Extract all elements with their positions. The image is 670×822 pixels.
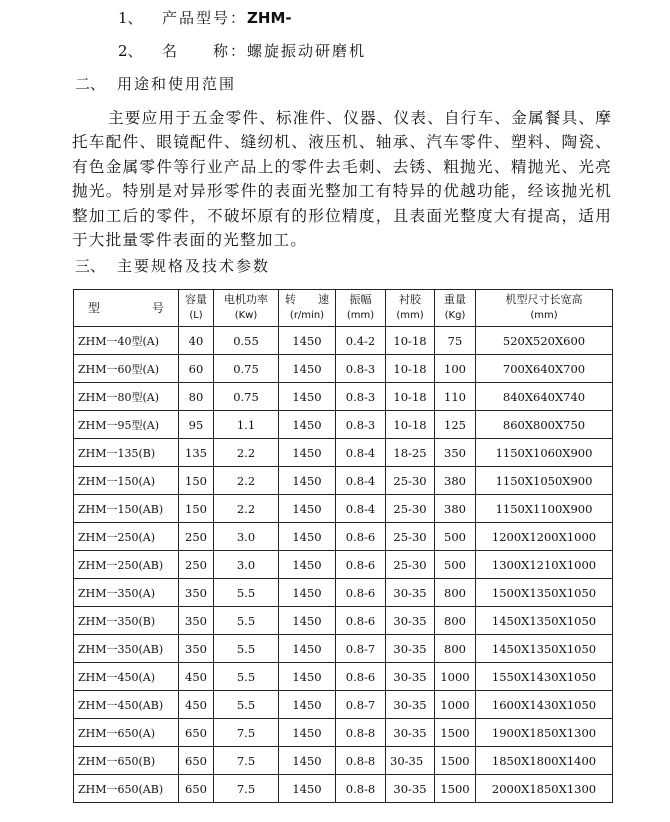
cell-dimensions: 1600X1430X1050 <box>476 691 613 719</box>
cell-capacity: 150 <box>179 495 214 523</box>
cell-weight: 1500 <box>435 747 476 775</box>
section-number: 三、 <box>75 257 106 275</box>
cell-lining: 30-35 <box>386 691 435 719</box>
cell-weight: 380 <box>435 467 476 495</box>
cell-weight: 380 <box>435 495 476 523</box>
cell-lining: 30-35 <box>386 579 435 607</box>
header-unit: (L) <box>189 310 203 321</box>
cell-weight: 500 <box>435 551 476 579</box>
cell-model: ZHM一450(AB) <box>74 691 179 719</box>
cell-amplitude: 0.8-8 <box>336 719 386 747</box>
item-label: 名 称： <box>162 42 248 60</box>
table-row <box>74 691 613 719</box>
cell-speed: 1450 <box>279 383 336 411</box>
item-label: 产品型号： <box>162 9 248 27</box>
cell-dimensions: 860X800X750 <box>476 411 613 439</box>
cell-amplitude: 0.8-7 <box>336 635 386 663</box>
header-line1: 电机功率 <box>224 293 268 306</box>
cell-motor-power: 2.2 <box>214 439 279 467</box>
cell-motor-power: 0.75 <box>214 355 279 383</box>
cell-lining: 10-18 <box>386 383 435 411</box>
cell-amplitude: 0.8-3 <box>336 411 386 439</box>
section-heading-specs <box>75 256 270 276</box>
cell-amplitude: 0.8-6 <box>336 551 386 579</box>
table-row <box>74 775 613 803</box>
header-line1: 机型尺寸长宽高 <box>505 293 583 306</box>
table-row <box>74 719 613 747</box>
cell-amplitude: 0.8-4 <box>336 439 386 467</box>
cell-capacity: 350 <box>179 579 214 607</box>
cell-capacity: 450 <box>179 663 214 691</box>
cell-lining: 30-35 <box>386 747 435 775</box>
cell-amplitude: 0.8-7 <box>336 691 386 719</box>
section-title: 用途和使用范围 <box>117 75 237 93</box>
cell-dimensions: 1550X1430X1050 <box>476 663 613 691</box>
item-product-name <box>118 41 366 61</box>
cell-model: ZHM一40型(A) <box>74 327 179 355</box>
cell-capacity: 350 <box>179 635 214 663</box>
cell-lining: 10-18 <box>386 411 435 439</box>
cell-lining: 25-30 <box>386 523 435 551</box>
cell-capacity: 650 <box>179 747 214 775</box>
table-row <box>74 663 613 691</box>
usage-text: 主要应用于五金零件、标准件、仪器、仪表、自行车、金属餐具、摩托车配件、眼镜配件、缝纫机、液压机、轴承、汽车零件、塑料、陶瓷、有色金属零件等行业产品上的零件去毛刺、去锈、粗抛光、精抛光、光亮抛光。特别是对异形零件的表面光整加工有特异的优越功能，经该抛光机整加工后的零件，不破坏原有的形位精度，且表面光整度大有提高，适用于大批量零件表面的光整加工。 <box>72 109 612 250</box>
cell-motor-power: 7.5 <box>214 747 279 775</box>
header-amplitude <box>336 290 386 327</box>
cell-dimensions: 1450X1350X1050 <box>476 607 613 635</box>
cell-weight: 1500 <box>435 719 476 747</box>
cell-motor-power: 5.5 <box>214 691 279 719</box>
cell-model: ZHM一95型(A) <box>74 411 179 439</box>
cell-model: ZHM一350(AB) <box>74 635 179 663</box>
table-row <box>74 607 613 635</box>
cell-dimensions: 1850X1800X1400 <box>476 747 613 775</box>
cell-capacity: 95 <box>179 411 214 439</box>
table-row <box>74 327 613 355</box>
cell-weight: 800 <box>435 579 476 607</box>
table-row <box>74 439 613 467</box>
header-unit: (Kg) <box>444 310 466 321</box>
table-body <box>74 327 613 803</box>
table-row <box>74 579 613 607</box>
cell-model: ZHM一650(AB) <box>74 775 179 803</box>
cell-speed: 1450 <box>279 411 336 439</box>
header-capacity <box>179 290 214 327</box>
cell-model: ZHM一350(A) <box>74 579 179 607</box>
cell-motor-power: 1.1 <box>214 411 279 439</box>
table-row <box>74 635 613 663</box>
cell-capacity: 150 <box>179 467 214 495</box>
cell-speed: 1450 <box>279 467 336 495</box>
cell-speed: 1450 <box>279 691 336 719</box>
cell-model: ZHM一650(A) <box>74 719 179 747</box>
cell-motor-power: 5.5 <box>214 663 279 691</box>
cell-dimensions: 1300X1210X1000 <box>476 551 613 579</box>
cell-motor-power: 3.0 <box>214 523 279 551</box>
cell-weight: 800 <box>435 635 476 663</box>
table-row <box>74 383 613 411</box>
header-unit: (Kw) <box>234 310 258 321</box>
cell-lining: 30-35 <box>386 607 435 635</box>
cell-weight: 350 <box>435 439 476 467</box>
cell-motor-power: 3.0 <box>214 551 279 579</box>
item-product-model <box>118 8 292 28</box>
header-line1: 衬胶 <box>399 293 421 306</box>
cell-amplitude: 0.8-8 <box>336 775 386 803</box>
cell-speed: 1450 <box>279 747 336 775</box>
cell-model: ZHM一350(B) <box>74 607 179 635</box>
cell-model: ZHM一150(A) <box>74 467 179 495</box>
cell-speed: 1450 <box>279 551 336 579</box>
cell-amplitude: 0.8-6 <box>336 579 386 607</box>
table-row <box>74 551 613 579</box>
cell-motor-power: 7.5 <box>214 775 279 803</box>
cell-lining: 25-30 <box>386 495 435 523</box>
header-line1: 重量 <box>444 293 466 306</box>
cell-speed: 1450 <box>279 663 336 691</box>
cell-lining: 10-18 <box>386 355 435 383</box>
cell-motor-power: 5.5 <box>214 607 279 635</box>
cell-speed: 1450 <box>279 495 336 523</box>
table-row <box>74 747 613 775</box>
cell-capacity: 650 <box>179 719 214 747</box>
cell-speed: 1450 <box>279 327 336 355</box>
header-line1: 转 速 <box>285 293 329 306</box>
cell-dimensions: 1200X1200X1000 <box>476 523 613 551</box>
header-model <box>74 290 179 327</box>
spec-table <box>73 289 613 803</box>
cell-amplitude: 0.8-6 <box>336 523 386 551</box>
cell-weight: 1000 <box>435 663 476 691</box>
header-unit: (r/min) <box>289 310 325 321</box>
header-motor-power <box>214 290 279 327</box>
cell-motor-power: 0.55 <box>214 327 279 355</box>
table-row <box>74 523 613 551</box>
cell-motor-power: 2.2 <box>214 467 279 495</box>
cell-model: ZHM一650(B) <box>74 747 179 775</box>
cell-speed: 1450 <box>279 607 336 635</box>
cell-capacity: 450 <box>179 691 214 719</box>
cell-capacity: 60 <box>179 355 214 383</box>
cell-dimensions: 1900X1850X1300 <box>476 719 613 747</box>
item-value: 螺旋振动研磨机 <box>247 42 367 60</box>
cell-speed: 1450 <box>279 635 336 663</box>
cell-amplitude: 0.8-6 <box>336 607 386 635</box>
header-model-right: 号 <box>151 301 164 315</box>
cell-model: ZHM一60型(A) <box>74 355 179 383</box>
header-model-left: 型 <box>88 301 101 315</box>
cell-dimensions: 840X640X740 <box>476 383 613 411</box>
cell-lining: 25-30 <box>386 551 435 579</box>
header-line1: 容量 <box>185 293 207 306</box>
cell-dimensions: 1150X1060X900 <box>476 439 613 467</box>
cell-capacity: 250 <box>179 523 214 551</box>
cell-weight: 1500 <box>435 775 476 803</box>
cell-lining: 30-35 <box>386 635 435 663</box>
header-line1: 振幅 <box>349 293 372 306</box>
header-lining <box>386 290 435 327</box>
cell-model: ZHM一80型(A) <box>74 383 179 411</box>
header-weight <box>435 290 476 327</box>
header-speed <box>279 290 336 327</box>
cell-amplitude: 0.8-4 <box>336 495 386 523</box>
cell-capacity: 40 <box>179 327 214 355</box>
cell-capacity: 135 <box>179 439 214 467</box>
cell-dimensions: 700X640X700 <box>476 355 613 383</box>
cell-weight: 500 <box>435 523 476 551</box>
cell-motor-power: 0.75 <box>214 383 279 411</box>
cell-capacity: 650 <box>179 775 214 803</box>
cell-dimensions: 520X520X600 <box>476 327 613 355</box>
header-unit: (mm) <box>530 310 558 321</box>
header-unit: (mm) <box>396 310 424 321</box>
cell-speed: 1450 <box>279 439 336 467</box>
table-row <box>74 411 613 439</box>
cell-motor-power: 5.5 <box>214 579 279 607</box>
item-number: 1、 <box>118 9 143 27</box>
cell-weight: 800 <box>435 607 476 635</box>
cell-amplitude: 0.4-2 <box>336 327 386 355</box>
cell-lining: 25-30 <box>386 467 435 495</box>
cell-model: ZHM一250(A) <box>74 523 179 551</box>
header-unit: (mm) <box>346 310 375 321</box>
table-header-row <box>74 290 613 327</box>
cell-weight: 110 <box>435 383 476 411</box>
cell-amplitude: 0.8-3 <box>336 383 386 411</box>
cell-motor-power: 2.2 <box>214 495 279 523</box>
usage-paragraph <box>72 106 612 252</box>
cell-dimensions: 1500X1350X1050 <box>476 579 613 607</box>
cell-motor-power: 5.5 <box>214 635 279 663</box>
cell-speed: 1450 <box>279 579 336 607</box>
cell-amplitude: 0.8-6 <box>336 663 386 691</box>
cell-capacity: 80 <box>179 383 214 411</box>
cell-model: ZHM一135(B) <box>74 439 179 467</box>
item-number: 2、 <box>118 42 143 60</box>
cell-speed: 1450 <box>279 355 336 383</box>
cell-amplitude: 0.8-4 <box>336 467 386 495</box>
cell-lining: 18-25 <box>386 439 435 467</box>
table-row <box>74 355 613 383</box>
cell-lining: 30-35 <box>386 719 435 747</box>
cell-capacity: 350 <box>179 607 214 635</box>
cell-weight: 75 <box>435 327 476 355</box>
cell-speed: 1450 <box>279 719 336 747</box>
header-dimensions <box>476 290 613 327</box>
cell-weight: 1000 <box>435 691 476 719</box>
cell-speed: 1450 <box>279 523 336 551</box>
cell-lining: 10-18 <box>386 327 435 355</box>
cell-capacity: 250 <box>179 551 214 579</box>
cell-dimensions: 1150X1100X900 <box>476 495 613 523</box>
cell-dimensions: 1150X1050X900 <box>476 467 613 495</box>
cell-dimensions: 2000X1850X1300 <box>476 775 613 803</box>
cell-dimensions: 1450X1350X1050 <box>476 635 613 663</box>
table-row <box>74 495 613 523</box>
cell-amplitude: 0.8-3 <box>336 355 386 383</box>
cell-lining: 30-35 <box>386 663 435 691</box>
cell-model: ZHM一450(A) <box>74 663 179 691</box>
item-value: ZHM- <box>247 9 292 27</box>
cell-model: ZHM一250(AB) <box>74 551 179 579</box>
cell-lining: 30-35 <box>386 775 435 803</box>
cell-weight: 100 <box>435 355 476 383</box>
cell-weight: 125 <box>435 411 476 439</box>
section-number: 二、 <box>75 75 106 93</box>
cell-motor-power: 7.5 <box>214 719 279 747</box>
cell-speed: 1450 <box>279 775 336 803</box>
cell-model: ZHM一150(AB) <box>74 495 179 523</box>
cell-amplitude: 0.8-8 <box>336 747 386 775</box>
section-title: 主要规格及技术参数 <box>117 257 271 275</box>
table-row <box>74 467 613 495</box>
section-heading-usage <box>75 74 236 94</box>
